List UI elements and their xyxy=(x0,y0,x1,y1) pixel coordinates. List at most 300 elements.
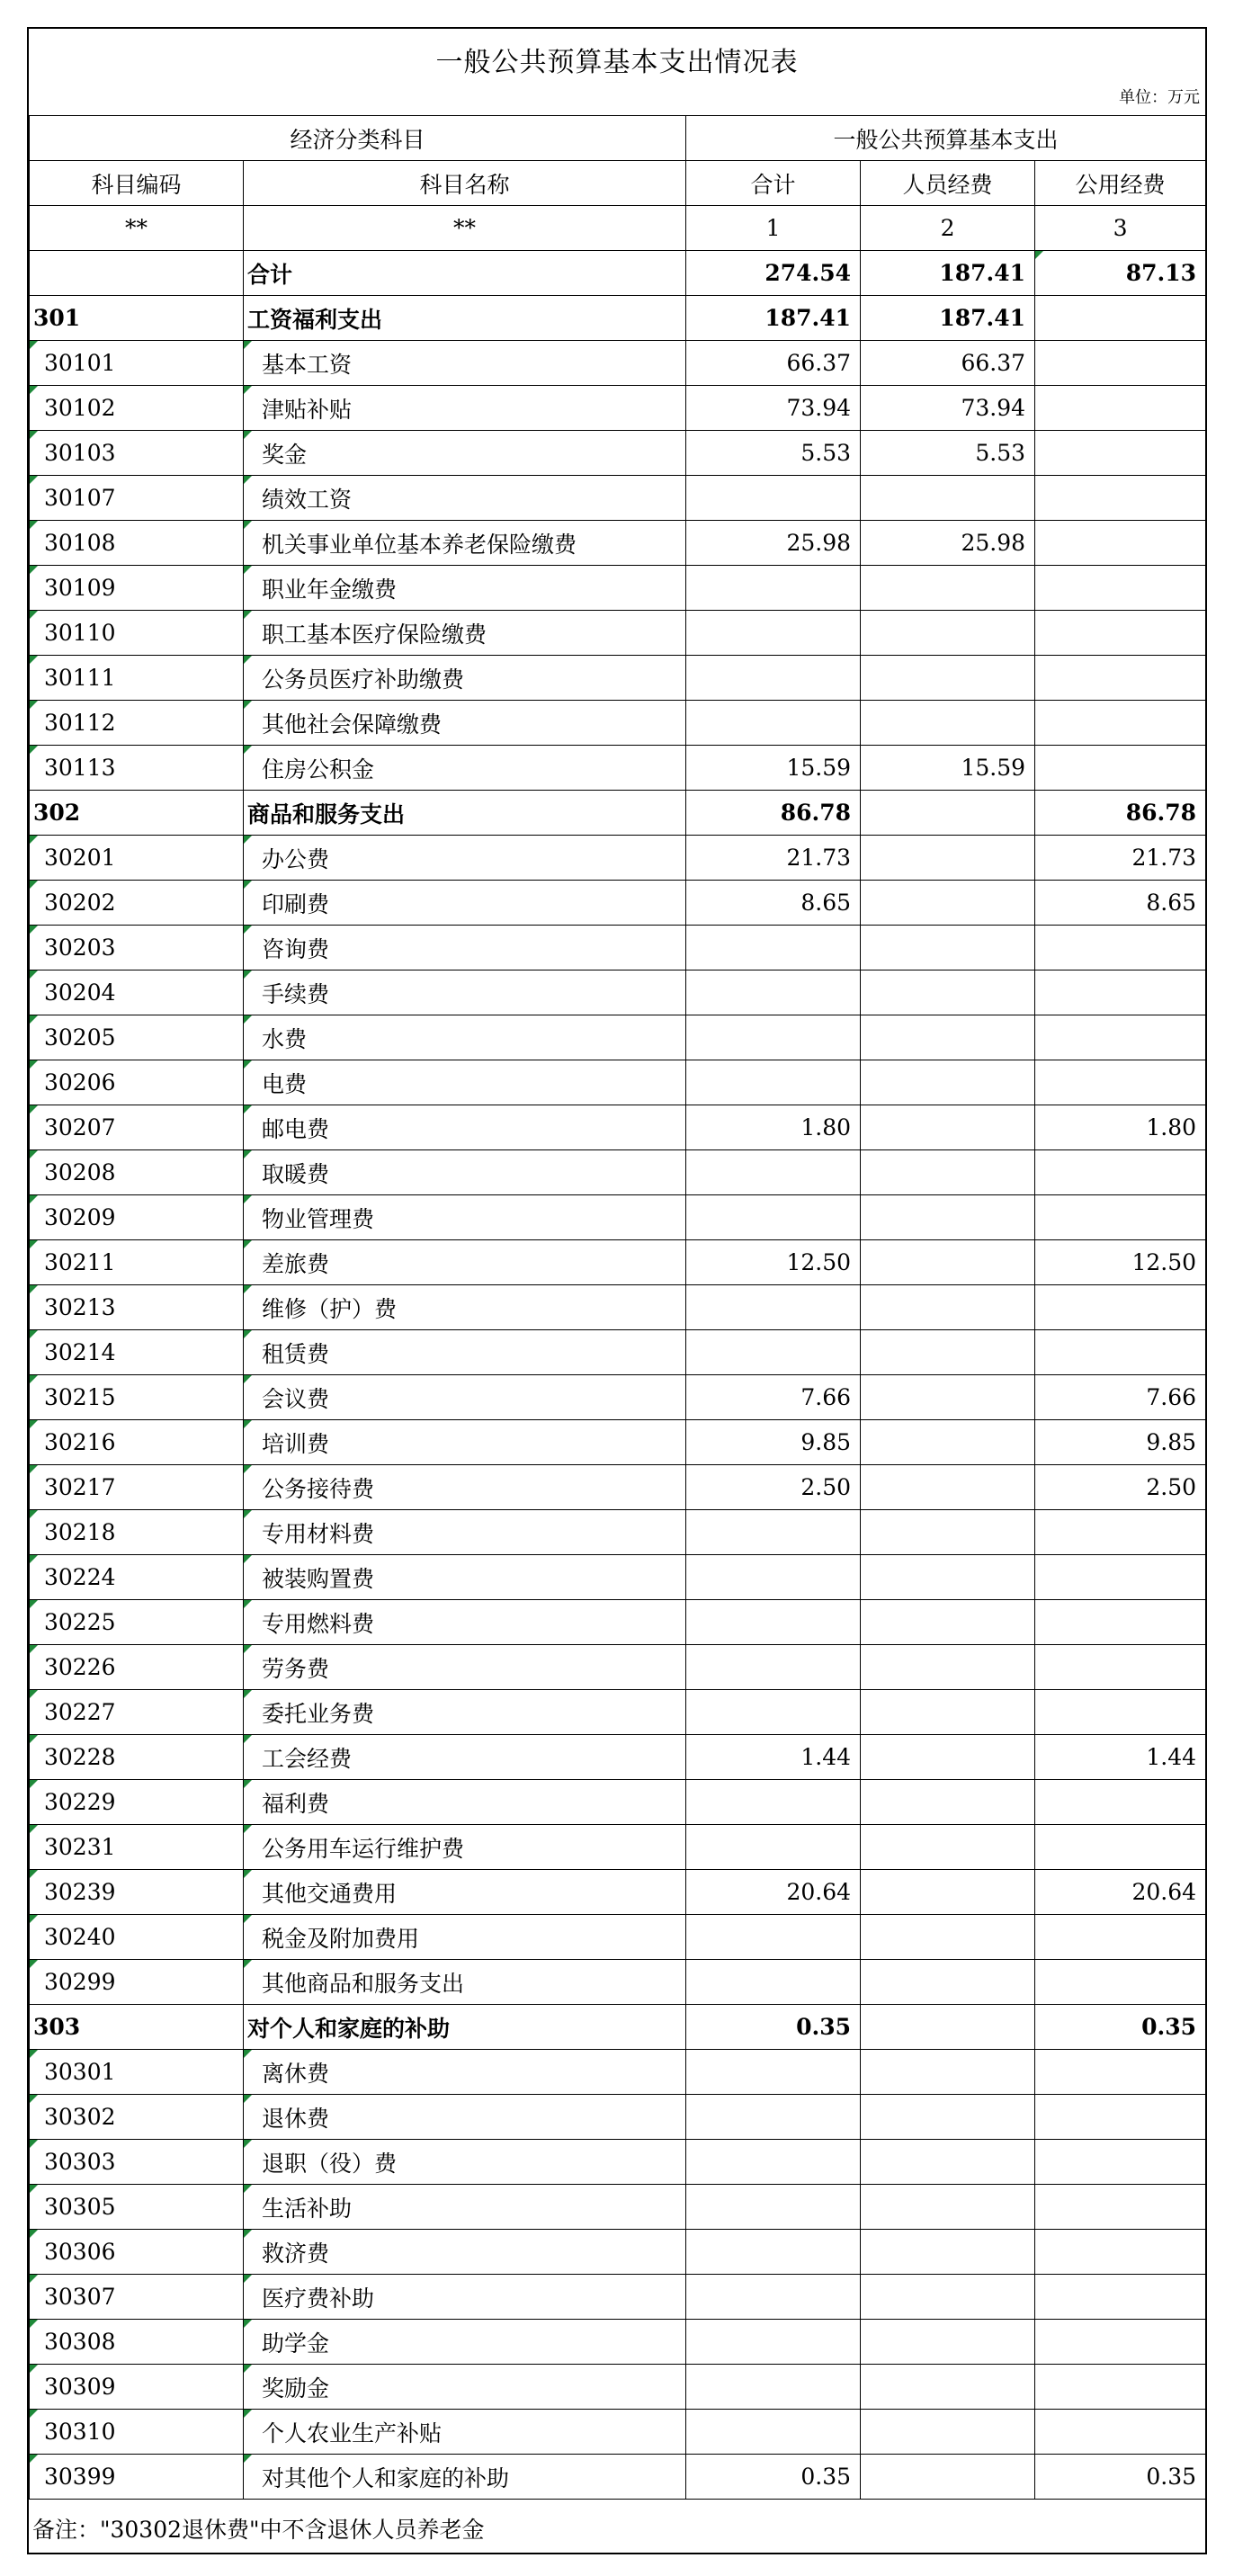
row-public xyxy=(1035,2185,1206,2230)
row-personnel xyxy=(861,701,1035,746)
row-code: 30102 xyxy=(30,386,244,431)
row-code: 30211 xyxy=(30,1240,244,1285)
row-personnel xyxy=(861,566,1035,611)
row-personnel: 15.59 xyxy=(861,746,1035,791)
index-name: ** xyxy=(244,206,686,251)
row-total xyxy=(686,2275,861,2320)
row-name: 电费 xyxy=(244,1060,686,1105)
table-row xyxy=(30,1060,1206,1105)
row-total: 15.59 xyxy=(686,746,861,791)
row-total xyxy=(686,2140,861,2185)
table-row xyxy=(30,2275,1206,2320)
row-public xyxy=(1035,386,1206,431)
table-row xyxy=(30,2365,1206,2410)
row-public: 12.50 xyxy=(1035,1240,1206,1285)
table-row xyxy=(30,1195,1206,1240)
table-row xyxy=(30,1330,1206,1375)
row-total xyxy=(686,1600,861,1645)
table-row xyxy=(30,1375,1206,1420)
row-name: 差旅费 xyxy=(244,1240,686,1285)
row-total xyxy=(686,2185,861,2230)
table-frame xyxy=(27,27,1207,2554)
footnote: 备注："30302退休费"中不含退休人员养老金 xyxy=(32,2517,485,2543)
row-public xyxy=(1035,2050,1206,2095)
row-code: 30202 xyxy=(30,881,244,926)
table-row xyxy=(30,1555,1206,1600)
row-personnel xyxy=(861,881,1035,926)
table-row xyxy=(30,2050,1206,2095)
row-name: 职工基本医疗保险缴费 xyxy=(244,611,686,656)
row-code: 30302 xyxy=(30,2095,244,2140)
row-public: 21.73 xyxy=(1035,836,1206,881)
row-personnel: 187.41 xyxy=(861,296,1035,341)
table-row xyxy=(30,1960,1206,2005)
row-name: 公务用车运行维护费 xyxy=(244,1825,686,1870)
row-personnel xyxy=(861,1735,1035,1780)
row-total: 0.35 xyxy=(686,2005,861,2050)
summary-row xyxy=(30,251,1206,296)
row-public xyxy=(1035,1915,1206,1960)
row-personnel xyxy=(861,1420,1035,1465)
row-name: 取暖费 xyxy=(244,1150,686,1195)
row-public xyxy=(1035,2230,1206,2275)
row-public: 1.44 xyxy=(1035,1735,1206,1780)
row-code: 30239 xyxy=(30,1870,244,1915)
table-row xyxy=(30,881,1206,926)
row-personnel xyxy=(861,1195,1035,1240)
row-personnel xyxy=(861,1645,1035,1690)
row-total xyxy=(686,970,861,1015)
row-personnel xyxy=(861,2185,1035,2230)
row-total: 187.41 xyxy=(686,296,861,341)
row-code: 30399 xyxy=(30,2455,244,2500)
summary-personnel: 187.41 xyxy=(861,251,1035,296)
row-total xyxy=(686,1780,861,1825)
row-name: 商品和服务支出 xyxy=(244,791,686,836)
row-public xyxy=(1035,656,1206,701)
row-public: 2.50 xyxy=(1035,1465,1206,1510)
row-total xyxy=(686,1960,861,2005)
row-total xyxy=(686,656,861,701)
row-name: 专用燃料费 xyxy=(244,1600,686,1645)
table-row xyxy=(30,1735,1206,1780)
row-name: 会议费 xyxy=(244,1375,686,1420)
row-code: 30107 xyxy=(30,476,244,521)
row-name: 对个人和家庭的补助 xyxy=(244,2005,686,2050)
row-code: 30207 xyxy=(30,1105,244,1150)
row-public xyxy=(1035,1645,1206,1690)
row-name: 维修（护）费 xyxy=(244,1285,686,1330)
row-name: 退职（役）费 xyxy=(244,2140,686,2185)
row-total xyxy=(686,701,861,746)
row-public xyxy=(1035,1330,1206,1375)
row-public xyxy=(1035,746,1206,791)
row-public xyxy=(1035,1555,1206,1600)
row-code: 30217 xyxy=(30,1465,244,1510)
row-total: 5.53 xyxy=(686,431,861,476)
row-code: 30201 xyxy=(30,836,244,881)
row-name: 专用材料费 xyxy=(244,1510,686,1555)
header-index-row xyxy=(30,206,1206,251)
row-personnel xyxy=(861,2275,1035,2320)
row-personnel: 5.53 xyxy=(861,431,1035,476)
index-code: ** xyxy=(30,206,244,251)
row-code: 30218 xyxy=(30,1510,244,1555)
row-code: 30113 xyxy=(30,746,244,791)
row-code: 30110 xyxy=(30,611,244,656)
row-public xyxy=(1035,701,1206,746)
row-personnel xyxy=(861,656,1035,701)
row-total: 8.65 xyxy=(686,881,861,926)
row-personnel xyxy=(861,1600,1035,1645)
row-code: 30109 xyxy=(30,566,244,611)
table-row xyxy=(30,2320,1206,2365)
row-public: 9.85 xyxy=(1035,1420,1206,1465)
row-total xyxy=(686,1015,861,1060)
row-name: 救济费 xyxy=(244,2230,686,2275)
row-code: 30216 xyxy=(30,1420,244,1465)
header-group-left: 经济分类科目 xyxy=(30,116,686,161)
table-row xyxy=(30,2185,1206,2230)
row-total xyxy=(686,566,861,611)
row-public xyxy=(1035,1960,1206,2005)
row-name: 被装购置费 xyxy=(244,1555,686,1600)
row-name: 职业年金缴费 xyxy=(244,566,686,611)
table-row xyxy=(30,1645,1206,1690)
row-personnel xyxy=(861,926,1035,970)
row-personnel xyxy=(861,1960,1035,2005)
table-row xyxy=(30,431,1206,476)
row-name: 福利费 xyxy=(244,1780,686,1825)
row-personnel xyxy=(861,2095,1035,2140)
row-total xyxy=(686,2410,861,2455)
row-total xyxy=(686,2230,861,2275)
row-public xyxy=(1035,2140,1206,2185)
row-code: 30215 xyxy=(30,1375,244,1420)
row-code: 30227 xyxy=(30,1690,244,1735)
row-name: 税金及附加费用 xyxy=(244,1915,686,1960)
row-total: 7.66 xyxy=(686,1375,861,1420)
row-code: 30204 xyxy=(30,970,244,1015)
table-row xyxy=(30,701,1206,746)
row-personnel xyxy=(861,1510,1035,1555)
table-row xyxy=(30,2140,1206,2185)
row-public xyxy=(1035,970,1206,1015)
table-row xyxy=(30,1825,1206,1870)
table-row xyxy=(30,1915,1206,1960)
row-public xyxy=(1035,1150,1206,1195)
row-total xyxy=(686,1330,861,1375)
row-code: 30205 xyxy=(30,1015,244,1060)
row-name: 奖励金 xyxy=(244,2365,686,2410)
row-personnel xyxy=(861,2320,1035,2365)
row-name: 手续费 xyxy=(244,970,686,1015)
row-public xyxy=(1035,2275,1206,2320)
row-public xyxy=(1035,1510,1206,1555)
title-area xyxy=(29,29,1205,115)
row-code: 30206 xyxy=(30,1060,244,1105)
table-row xyxy=(30,1015,1206,1060)
row-personnel xyxy=(861,1150,1035,1195)
row-total: 0.35 xyxy=(686,2455,861,2500)
row-name: 助学金 xyxy=(244,2320,686,2365)
row-code: 30305 xyxy=(30,2185,244,2230)
row-public xyxy=(1035,1780,1206,1825)
row-personnel xyxy=(861,2005,1035,2050)
row-code: 30226 xyxy=(30,1645,244,1690)
row-total xyxy=(686,1690,861,1735)
row-name: 基本工资 xyxy=(244,341,686,386)
row-public xyxy=(1035,521,1206,566)
row-name: 水费 xyxy=(244,1015,686,1060)
row-code: 30228 xyxy=(30,1735,244,1780)
row-public xyxy=(1035,1825,1206,1870)
table-row xyxy=(30,2230,1206,2275)
row-total: 1.44 xyxy=(686,1735,861,1780)
row-personnel xyxy=(861,1015,1035,1060)
row-name: 津贴补贴 xyxy=(244,386,686,431)
row-total: 2.50 xyxy=(686,1465,861,1510)
table-row xyxy=(30,1690,1206,1735)
row-code: 30203 xyxy=(30,926,244,970)
row-personnel xyxy=(861,476,1035,521)
row-code: 30309 xyxy=(30,2365,244,2410)
header-code: 科目编码 xyxy=(30,161,244,206)
row-name: 其他商品和服务支出 xyxy=(244,1960,686,2005)
header-total: 合计 xyxy=(686,161,861,206)
row-code: 30310 xyxy=(30,2410,244,2455)
index-total: 1 xyxy=(686,206,861,251)
row-public xyxy=(1035,611,1206,656)
row-public: 7.66 xyxy=(1035,1375,1206,1420)
row-personnel xyxy=(861,1375,1035,1420)
table-row xyxy=(30,791,1206,836)
row-personnel xyxy=(861,1825,1035,1870)
row-total xyxy=(686,1285,861,1330)
row-personnel xyxy=(861,1330,1035,1375)
row-name: 邮电费 xyxy=(244,1105,686,1150)
row-public xyxy=(1035,2365,1206,2410)
row-personnel xyxy=(861,2050,1035,2095)
table-row xyxy=(30,566,1206,611)
row-name: 咨询费 xyxy=(244,926,686,970)
row-name: 个人农业生产补贴 xyxy=(244,2410,686,2455)
row-total xyxy=(686,1825,861,1870)
row-personnel: 66.37 xyxy=(861,341,1035,386)
row-public xyxy=(1035,1690,1206,1735)
row-personnel xyxy=(861,970,1035,1015)
row-public: 0.35 xyxy=(1035,2455,1206,2500)
row-total xyxy=(686,1555,861,1600)
row-code: 30225 xyxy=(30,1600,244,1645)
row-personnel xyxy=(861,2365,1035,2410)
row-public: 8.65 xyxy=(1035,881,1206,926)
row-code: 30306 xyxy=(30,2230,244,2275)
table-row xyxy=(30,1420,1206,1465)
row-public xyxy=(1035,431,1206,476)
row-name: 离休费 xyxy=(244,2050,686,2095)
row-personnel xyxy=(861,1690,1035,1735)
header-public: 公用经费 xyxy=(1035,161,1206,206)
header-name: 科目名称 xyxy=(244,161,686,206)
row-name: 其他交通费用 xyxy=(244,1870,686,1915)
row-total: 73.94 xyxy=(686,386,861,431)
table-row xyxy=(30,521,1206,566)
row-name: 退休费 xyxy=(244,2095,686,2140)
row-total xyxy=(686,926,861,970)
table-row xyxy=(30,1150,1206,1195)
row-total xyxy=(686,1915,861,1960)
row-public xyxy=(1035,476,1206,521)
table-row xyxy=(30,2095,1206,2140)
row-public xyxy=(1035,2320,1206,2365)
table-row xyxy=(30,1780,1206,1825)
row-public xyxy=(1035,296,1206,341)
row-personnel xyxy=(861,2455,1035,2500)
row-name: 办公费 xyxy=(244,836,686,881)
row-personnel: 25.98 xyxy=(861,521,1035,566)
row-total: 9.85 xyxy=(686,1420,861,1465)
header-personnel: 人员经费 xyxy=(861,161,1035,206)
table-row xyxy=(30,476,1206,521)
row-name: 其他社会保障缴费 xyxy=(244,701,686,746)
row-code: 30103 xyxy=(30,431,244,476)
row-total xyxy=(686,476,861,521)
row-code: 30214 xyxy=(30,1330,244,1375)
row-personnel xyxy=(861,791,1035,836)
row-code: 30307 xyxy=(30,2275,244,2320)
row-total xyxy=(686,1510,861,1555)
row-code: 303 xyxy=(30,2005,244,2050)
row-public xyxy=(1035,1195,1206,1240)
row-personnel xyxy=(861,1240,1035,1285)
row-personnel xyxy=(861,1780,1035,1825)
summary-public: 87.13 xyxy=(1035,251,1206,296)
row-total: 66.37 xyxy=(686,341,861,386)
table-row xyxy=(30,1870,1206,1915)
row-total xyxy=(686,2095,861,2140)
row-name: 奖金 xyxy=(244,431,686,476)
row-code: 30112 xyxy=(30,701,244,746)
row-personnel xyxy=(861,1870,1035,1915)
row-personnel xyxy=(861,1555,1035,1600)
row-public: 0.35 xyxy=(1035,2005,1206,2050)
row-name: 委托业务费 xyxy=(244,1690,686,1735)
row-personnel xyxy=(861,2230,1035,2275)
row-personnel: 73.94 xyxy=(861,386,1035,431)
row-personnel xyxy=(861,2410,1035,2455)
row-public xyxy=(1035,341,1206,386)
table-row xyxy=(30,1600,1206,1645)
row-public: 1.80 xyxy=(1035,1105,1206,1150)
row-code: 301 xyxy=(30,296,244,341)
row-name: 印刷费 xyxy=(244,881,686,926)
row-name: 工会经费 xyxy=(244,1735,686,1780)
row-total: 21.73 xyxy=(686,836,861,881)
row-personnel xyxy=(861,1285,1035,1330)
index-personnel: 2 xyxy=(861,206,1035,251)
row-code: 30108 xyxy=(30,521,244,566)
row-code: 30111 xyxy=(30,656,244,701)
table-row xyxy=(30,1105,1206,1150)
row-total xyxy=(686,2365,861,2410)
row-public xyxy=(1035,1015,1206,1060)
row-total: 20.64 xyxy=(686,1870,861,1915)
table-row xyxy=(30,1285,1206,1330)
row-public: 86.78 xyxy=(1035,791,1206,836)
table-row xyxy=(30,746,1206,791)
row-code: 302 xyxy=(30,791,244,836)
summary-total: 274.54 xyxy=(686,251,861,296)
row-total: 25.98 xyxy=(686,521,861,566)
header-group-row xyxy=(30,116,1206,161)
expenditure-table xyxy=(29,115,1206,2500)
row-personnel xyxy=(861,1915,1035,1960)
row-total xyxy=(686,1150,861,1195)
table-row xyxy=(30,1510,1206,1555)
table-row xyxy=(30,970,1206,1015)
row-public: 20.64 xyxy=(1035,1870,1206,1915)
row-total xyxy=(686,1645,861,1690)
row-name: 劳务费 xyxy=(244,1645,686,1690)
table-row xyxy=(30,926,1206,970)
table-row xyxy=(30,1465,1206,1510)
row-total xyxy=(686,1060,861,1105)
row-name: 医疗费补助 xyxy=(244,2275,686,2320)
row-name: 公务员医疗补助缴费 xyxy=(244,656,686,701)
table-row xyxy=(30,296,1206,341)
header-columns-row xyxy=(30,161,1206,206)
row-name: 公务接待费 xyxy=(244,1465,686,1510)
row-name: 生活补助 xyxy=(244,2185,686,2230)
row-name: 培训费 xyxy=(244,1420,686,1465)
header-group-right: 一般公共预算基本支出 xyxy=(686,116,1206,161)
row-code: 30299 xyxy=(30,1960,244,2005)
row-code: 30231 xyxy=(30,1825,244,1870)
table-row xyxy=(30,2005,1206,2050)
row-code: 30208 xyxy=(30,1150,244,1195)
row-total xyxy=(686,2050,861,2095)
row-code: 30229 xyxy=(30,1780,244,1825)
row-code: 30303 xyxy=(30,2140,244,2185)
index-public: 3 xyxy=(1035,206,1206,251)
row-total xyxy=(686,1195,861,1240)
row-total: 1.80 xyxy=(686,1105,861,1150)
row-public xyxy=(1035,1600,1206,1645)
row-name: 绩效工资 xyxy=(244,476,686,521)
table-row xyxy=(30,341,1206,386)
row-public xyxy=(1035,2410,1206,2455)
row-name: 物业管理费 xyxy=(244,1195,686,1240)
row-personnel xyxy=(861,1060,1035,1105)
row-public xyxy=(1035,2095,1206,2140)
row-personnel xyxy=(861,1105,1035,1150)
summary-code xyxy=(30,251,244,296)
page-title: 一般公共预算基本支出情况表 xyxy=(435,47,799,78)
row-name: 对其他个人和家庭的补助 xyxy=(244,2455,686,2500)
table-row xyxy=(30,1240,1206,1285)
row-public xyxy=(1035,566,1206,611)
row-total: 86.78 xyxy=(686,791,861,836)
row-code: 30240 xyxy=(30,1915,244,1960)
row-total: 12.50 xyxy=(686,1240,861,1285)
row-code: 30213 xyxy=(30,1285,244,1330)
row-name: 住房公积金 xyxy=(244,746,686,791)
summary-label: 合计 xyxy=(244,251,686,296)
row-name: 租赁费 xyxy=(244,1330,686,1375)
row-name: 机关事业单位基本养老保险缴费 xyxy=(244,521,686,566)
table-row xyxy=(30,386,1206,431)
